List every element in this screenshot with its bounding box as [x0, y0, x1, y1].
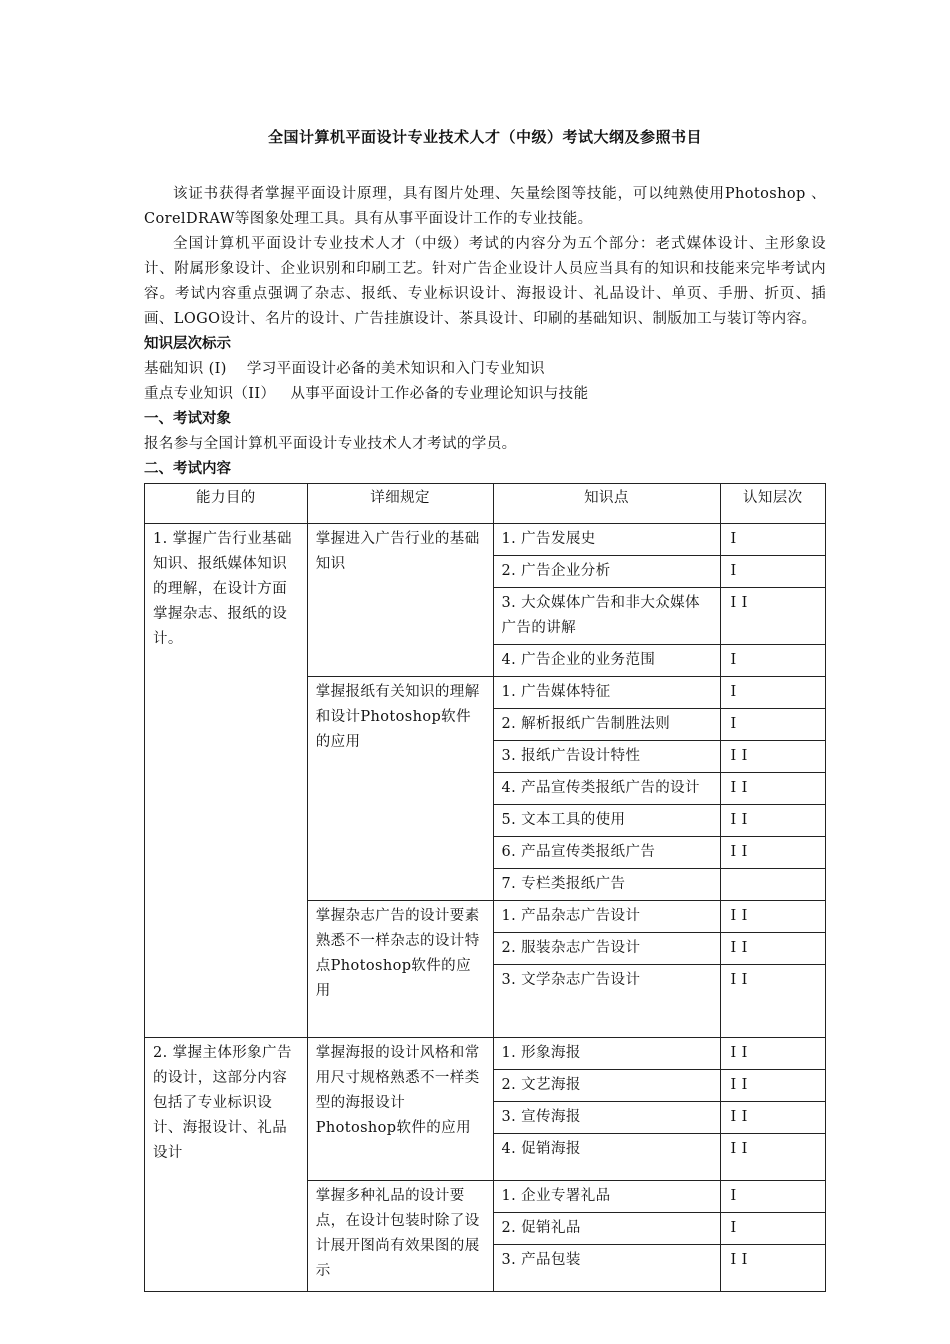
- document-title: 全国计算机平面设计专业技术人才（中级）考试大纲及参照书目: [267, 128, 702, 146]
- level-cell: I: [720, 677, 825, 709]
- requirement-cell: 掌握杂志广告的设计要素熟悉不一样杂志的设计特点Photoshop软件的应用: [307, 901, 493, 1038]
- level-cell: I: [720, 709, 825, 741]
- knowledge-cell: 3. 产品包装: [493, 1245, 720, 1292]
- knowledge-cell: 1. 企业专署礼品: [493, 1181, 720, 1213]
- knowledge-cell: 1. 形象海报: [493, 1038, 720, 1070]
- exam-content-table: [144, 483, 826, 1292]
- intro-paragraph-1: 该证书获得者掌握平面设计原理，具有图片处理、矢量绘图等技能，可以纯熟使用Photoshop 、CorelDRAW等图象处理工具。具有从事平面设计工作的专业技能。: [144, 186, 826, 227]
- requirement-cell: 掌握进入广告行业的基础知识: [307, 524, 493, 677]
- level-cell: I: [720, 556, 825, 588]
- knowledge-cell: 3. 报纸广告设计特性: [493, 741, 720, 773]
- knowledge-cell: 5. 文本工具的使用: [493, 805, 720, 837]
- level-cell: I I: [720, 773, 825, 805]
- knowledge-cell: 2. 服装杂志广告设计: [493, 933, 720, 965]
- knowledge-cell: 2. 广告企业分析: [493, 556, 720, 588]
- level-key: 重点专业知识（II） 从事平面设计工作必备的专业理论知识与技能: [144, 386, 589, 402]
- level-basic: 基础知识 (I) 学习平面设计必备的美术知识和入门专业知识: [144, 361, 545, 377]
- level-cell: I: [720, 1213, 825, 1245]
- section-1-text: 报名参与全国计算机平面设计专业技术人才考试的学员。: [144, 436, 517, 452]
- table-header-row: [145, 484, 826, 524]
- level-cell: I I: [720, 1245, 825, 1292]
- header-knowledge: 知识点: [493, 484, 720, 524]
- requirement-cell: 掌握多种礼品的设计要点，在设计包装时除了设计展开图尚有效果图的展示: [307, 1181, 493, 1292]
- levels-heading: 知识层次标示: [144, 336, 231, 352]
- knowledge-cell: 2. 促销礼品: [493, 1213, 720, 1245]
- level-cell: I I: [720, 933, 825, 965]
- knowledge-cell: 3. 文学杂志广告设计: [493, 965, 720, 1038]
- table-row: [145, 1038, 826, 1070]
- level-cell: I I: [720, 741, 825, 773]
- knowledge-cell: 4. 产品宣传类报纸广告的设计: [493, 773, 720, 805]
- level-cell: I I: [720, 588, 825, 645]
- level-cell: I: [720, 1181, 825, 1213]
- goal-cell: 1. 掌握广告行业基础知识、报纸媒体知识的理解，在设计方面掌握杂志、报纸的设计。: [145, 524, 308, 1038]
- knowledge-cell: 6. 产品宣传类报纸广告: [493, 837, 720, 869]
- knowledge-cell: 1. 广告媒体特征: [493, 677, 720, 709]
- document-page: [144, 120, 826, 1292]
- level-cell: I I: [720, 1102, 825, 1134]
- level-cell: I I: [720, 805, 825, 837]
- knowledge-cell: 1. 产品杂志广告设计: [493, 901, 720, 933]
- intro-paragraph-2: 全国计算机平面设计专业技术人才（中级）考试的内容分为五个部分：老式媒体设计、主形象设计、附属形象设计、企业识别和印刷工艺。针对广告企业设计人员应当具有的知识和技能来完毕考试内容。考试内容重点强调了杂志、报纸、专业标识设计、海报设计、礼品设计、单页、手册、折页、插画、LOGO设计、名片的设计、广告挂旗设计、茶具设计、印刷的基础知识、制版加工与装订等内容。: [144, 236, 826, 327]
- knowledge-cell: 3. 宣传海报: [493, 1102, 720, 1134]
- requirement-cell: 掌握海报的设计风格和常用尺寸规格熟悉不一样类型的海报设计Photoshop软件的应用: [307, 1038, 493, 1181]
- knowledge-cell: 2. 解析报纸广告制胜法则: [493, 709, 720, 741]
- level-cell: I I: [720, 901, 825, 933]
- knowledge-cell: 2. 文艺海报: [493, 1070, 720, 1102]
- level-cell: I: [720, 524, 825, 556]
- section-1-heading: 一、考试对象: [144, 411, 231, 427]
- knowledge-cell: 1. 广告发展史: [493, 524, 720, 556]
- level-cell: I I: [720, 965, 825, 1038]
- goal-cell: 2. 掌握主体形象广告的设计，这部分内容包括了专业标识设计、海报设计、礼品设计: [145, 1038, 308, 1292]
- level-cell: I: [720, 645, 825, 677]
- knowledge-cell: 4. 促销海报: [493, 1134, 720, 1181]
- header-level: 认知层次: [720, 484, 825, 524]
- knowledge-cell: 7. 专栏类报纸广告: [493, 869, 720, 901]
- knowledge-cell: 3. 大众媒体广告和非大众媒体广告的讲解: [493, 588, 720, 645]
- section-2-heading: 二、考试内容: [144, 461, 231, 477]
- header-goal: 能力目的: [145, 484, 308, 524]
- level-cell: I I: [720, 1038, 825, 1070]
- table-row: [145, 524, 826, 556]
- level-cell: I I: [720, 1134, 825, 1181]
- level-cell: I I: [720, 1070, 825, 1102]
- requirement-cell: 掌握报纸有关知识的理解和设计Photoshop软件的应用: [307, 677, 493, 901]
- level-cell: [720, 869, 825, 901]
- header-requirement: 详细规定: [307, 484, 493, 524]
- level-cell: I I: [720, 837, 825, 869]
- knowledge-cell: 4. 广告企业的业务范围: [493, 645, 720, 677]
